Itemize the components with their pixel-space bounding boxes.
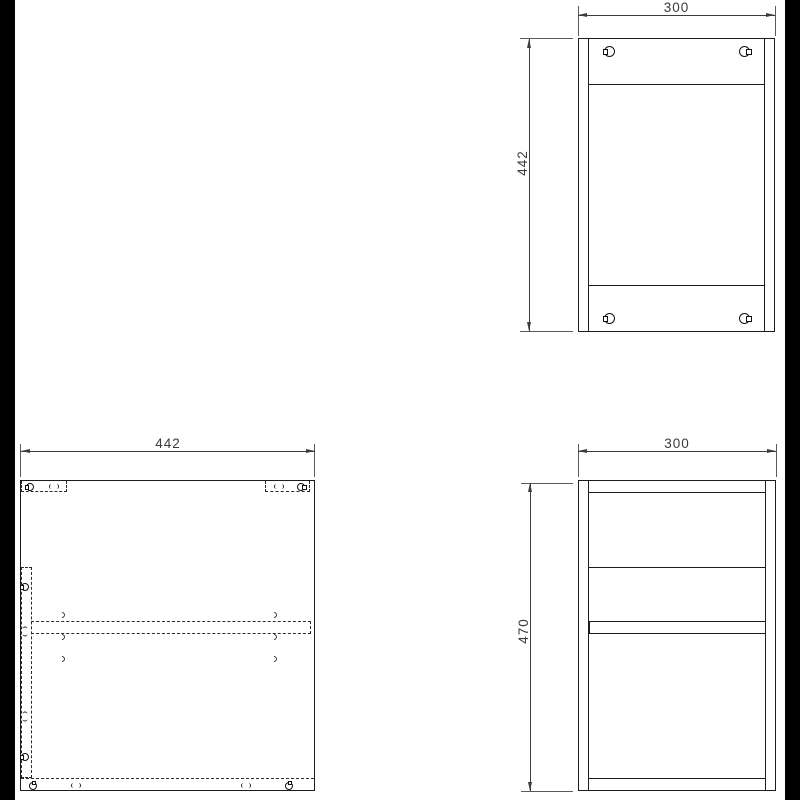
pilot-hole-icon: [58, 655, 66, 663]
pilot-hole-icon: [58, 611, 66, 619]
dowel-hole-icon: [71, 783, 81, 788]
pilot-hole-icon: [270, 611, 278, 619]
bottom-rail-edge: [589, 778, 765, 779]
dimension-label: 300: [664, 436, 690, 451]
dimension-line-top-view-height: [529, 39, 530, 331]
dowel-hole-icon: [23, 712, 28, 722]
panel-opening: [589, 84, 765, 286]
cam-lock-icon: [29, 782, 37, 790]
dimension-line-top-view-width: [578, 15, 775, 16]
cam-lock-icon: [285, 782, 293, 790]
dowel-hole-icon: [49, 484, 59, 489]
side-view: [578, 480, 776, 791]
dowel-hole-icon: [23, 627, 28, 637]
dowel-hole-icon: [274, 484, 284, 489]
top-rail-edge: [589, 492, 765, 493]
pillarbox-left: [0, 0, 15, 800]
pillarbox-right: [785, 0, 800, 800]
screw-icon: [739, 313, 750, 324]
pilot-hole-icon: [270, 633, 278, 641]
extension-line: [775, 6, 776, 36]
screw-icon: [604, 46, 615, 57]
shelf-band: [589, 621, 766, 634]
hidden-rail-outline: [21, 567, 32, 778]
hidden-shelf-outline: [31, 621, 311, 634]
dimension-label: 442: [515, 150, 530, 176]
shelf-edge: [589, 567, 765, 568]
top-view: [578, 38, 775, 332]
dowel-hole-icon: [241, 783, 251, 788]
screw-icon: [604, 313, 615, 324]
dimension-label: 300: [663, 0, 690, 15]
pilot-hole-icon: [270, 655, 278, 663]
cam-lock-icon: [21, 753, 29, 761]
cam-lock-icon: [21, 583, 29, 591]
cam-lock-icon: [297, 483, 305, 491]
hidden-bottom-edge: [21, 778, 314, 779]
dimension-label: 442: [155, 436, 181, 451]
pilot-hole-icon: [58, 633, 66, 641]
panel-edge: [588, 481, 589, 790]
panel-edge: [765, 481, 766, 790]
screw-icon: [739, 46, 750, 57]
dimension-line-front-view-width: [21, 451, 315, 452]
dimension-line-side-view-width: [578, 451, 776, 452]
dimension-label: 470: [516, 618, 531, 644]
cam-lock-icon: [26, 483, 34, 491]
front-panel-view: [20, 480, 315, 791]
